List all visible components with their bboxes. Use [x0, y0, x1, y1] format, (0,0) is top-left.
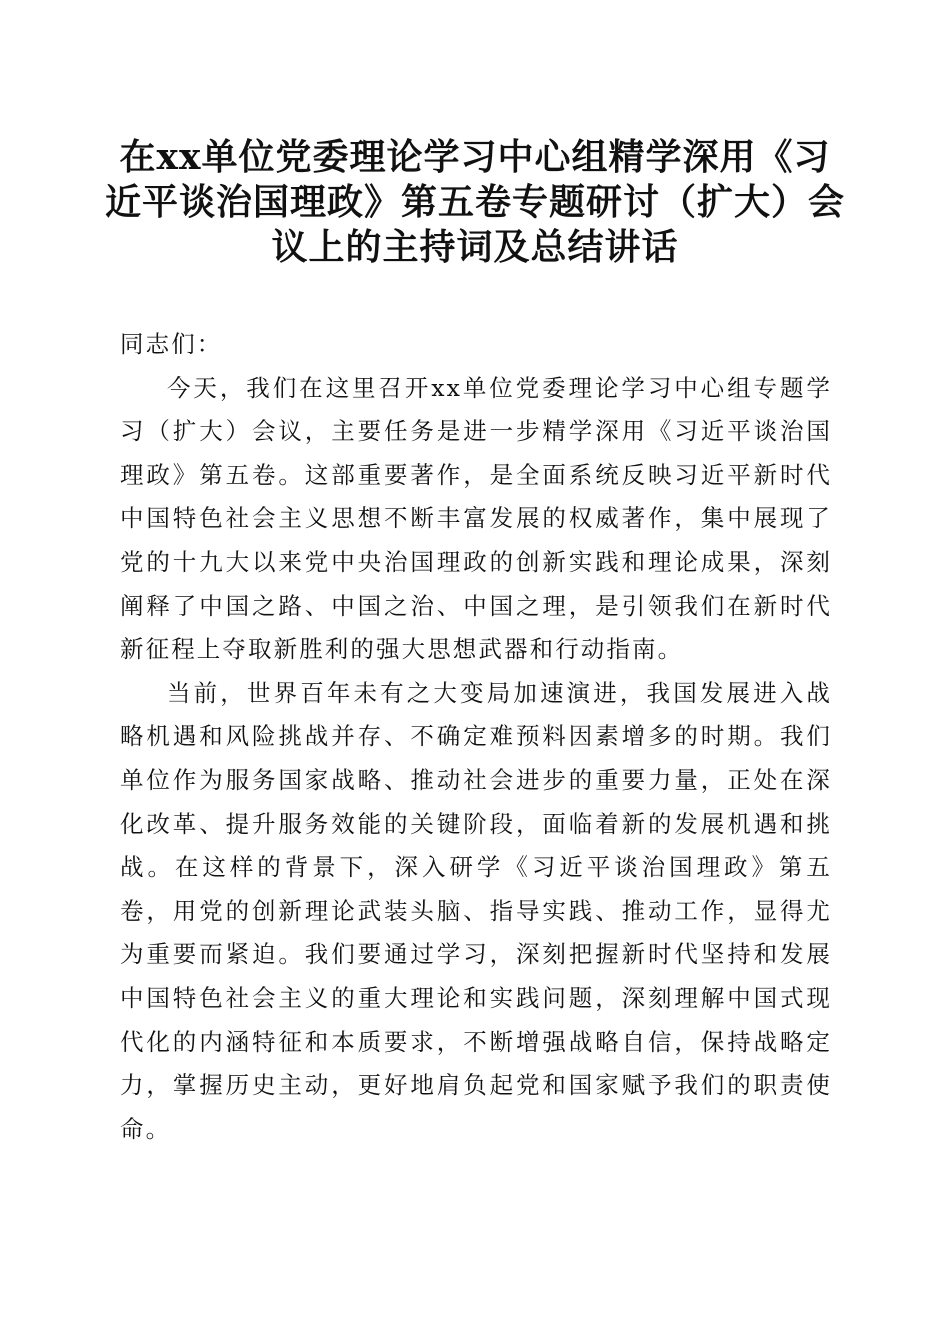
salutation: 同志们：: [120, 330, 223, 358]
paragraph-2: 当前，世界百年未有之大变局加速演进，我国发展进入战略机遇和风险挑战并存、不确定难预料因素增多的时期。我们单位作为服务国家战略、推动社会进步的重要力量，正处在深化改革、提升服务效能的关键阶段，面临着新的发展机遇和挑战。在这样的背景下，深入研学《习近平谈治国理政》第五卷，用党的创新理论武装头脑、指导实践、推动工作，显得尤为重要而紧迫。我们要通过学习，深刻把握新时代坚持和发展中国特色社会主义的重大理论和实践问题，深刻理解中国式现代化的内涵特征和本质要求，不断增强战略自信，保持战略定力，掌握历史主动，更好地肩负起党和国家赋予我们的职责使命。: [120, 678, 832, 1143]
document-body: [120, 323, 832, 1151]
document-title: [100, 135, 850, 270]
title-line-1: 在xx单位党委理论学习中心组精学深用《习: [119, 136, 831, 178]
title-line-2: 近平谈治国理政》第五卷专题研讨（扩大）会: [104, 181, 845, 223]
title-line-3: 议上的主持词及总结讲话: [271, 226, 679, 268]
paragraph-1: 今天，我们在这里召开xx单位党委理论学习中心组专题学习（扩大）会议，主要任务是进一步精学深用《习近平谈治国理政》第五卷。这部重要著作，是全面系统反映习近平新时代中国特色社会主义思想不断丰富发展的权威著作，集中展现了党的十九大以来党中央治国理政的创新实践和理论成果，深刻阐释了中国之路、中国之治、中国之理，是引领我们在新时代新征程上夺取新胜利的强大思想武器和行动指南。: [120, 373, 832, 664]
